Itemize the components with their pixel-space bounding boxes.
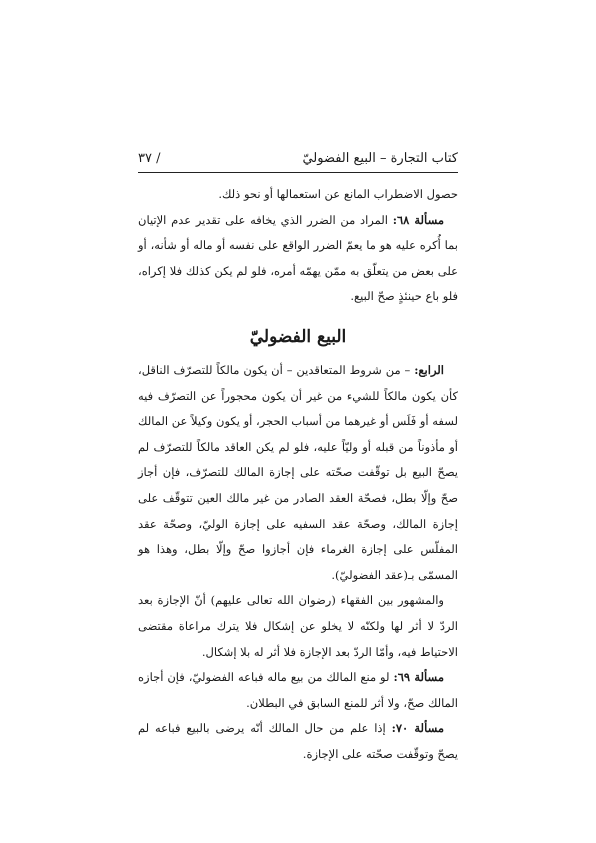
paragraph-continuation: حصول الاضطراب المانع عن استعمالها أو نحو ذلك. [218,187,458,201]
issue-label: مسألة ٧٠: [391,721,444,736]
issue-text: لو منع المالك من بيع ماله فباعه الفضوليّ، فإن أجازه المالك صحّ، ولا أثر للمنع السابق في البطلان. [138,670,458,710]
scholars-paragraph: والمشهور بين الفقهاء (رضوان الله تعالى عليهم) أنّ الإجازة بعد الردّ لا أثر لها ولكنّه لا يخلو عن إشكال فلا يترك مراعاة مقتضى الاحتياط فيه، وأمّا الردّ بعد الإجازة فلا أثر له بلا إشكال. [138,593,458,659]
page-number: / ٣٧ [138,151,161,166]
section-heading: البيع الفضوليّ [249,326,347,347]
issue-70 [138,716,458,767]
header-rule [138,172,458,173]
issue-label: مسألة ٦٩: [393,670,444,685]
condition-label: الرابع: [414,362,444,377]
issue-label: مسألة ٦٨: [392,212,444,227]
page-body [138,182,458,767]
page-header [138,150,458,168]
condition-text: – من شروط المتعاقدين – أن يكون مالكاً للتصرّف الناقل، كأن يكون مالكاً للشيء من غير أن يكون محجوراً عن التصرّف فيه لسفه أو فَلَس أو غيرهما من أسباب الحجر، أو يكون وكيلاً عن المالك أو مأذوناً من قبله أو وليّاً عليه، فلو لم يكن العاقد مالكاً للتصرّف لم يصحّ البيع بل توقّفت صحّته على إجازة المالك للتصرّف، فإن أجاز صحّ وإلّا بطل، فصحّة العقد الصادر من غير مالك العين تتوقّف على إجازة المالك، وصحّة عقد السفيه على إجازة الوليّ، وصحّة عقد المفلّس على إجازة الغرماء فإن أجازوا صحّ وإلّا بطل، وهذا هو المسمّى بـ(عقد الفضوليّ). [138,362,458,582]
issue-text: إذا علم من حال المالك أنّه يرضى بالبيع فباعه لم يصحّ وتوقّفت صحّته على الإجازة. [138,721,458,761]
issue-text: المراد من الضرر الذي يخافه على تقدير عدم الإتيان بما أُكره عليه هو ما يعمّ الضرر الواقع على نفسه أو ماله أو شأنه، أو على بعض من يتعلّق به ممّن يهمّه أمره، فلو لم يكن كذلك فلا إكراه، فلو باع حينئذٍ صحّ البيع. [138,212,458,304]
condition-four [138,358,458,588]
issue-68 [138,208,458,310]
running-title: كتاب التجارة – البيع الفضوليّ [302,151,458,166]
issue-69 [138,665,458,716]
